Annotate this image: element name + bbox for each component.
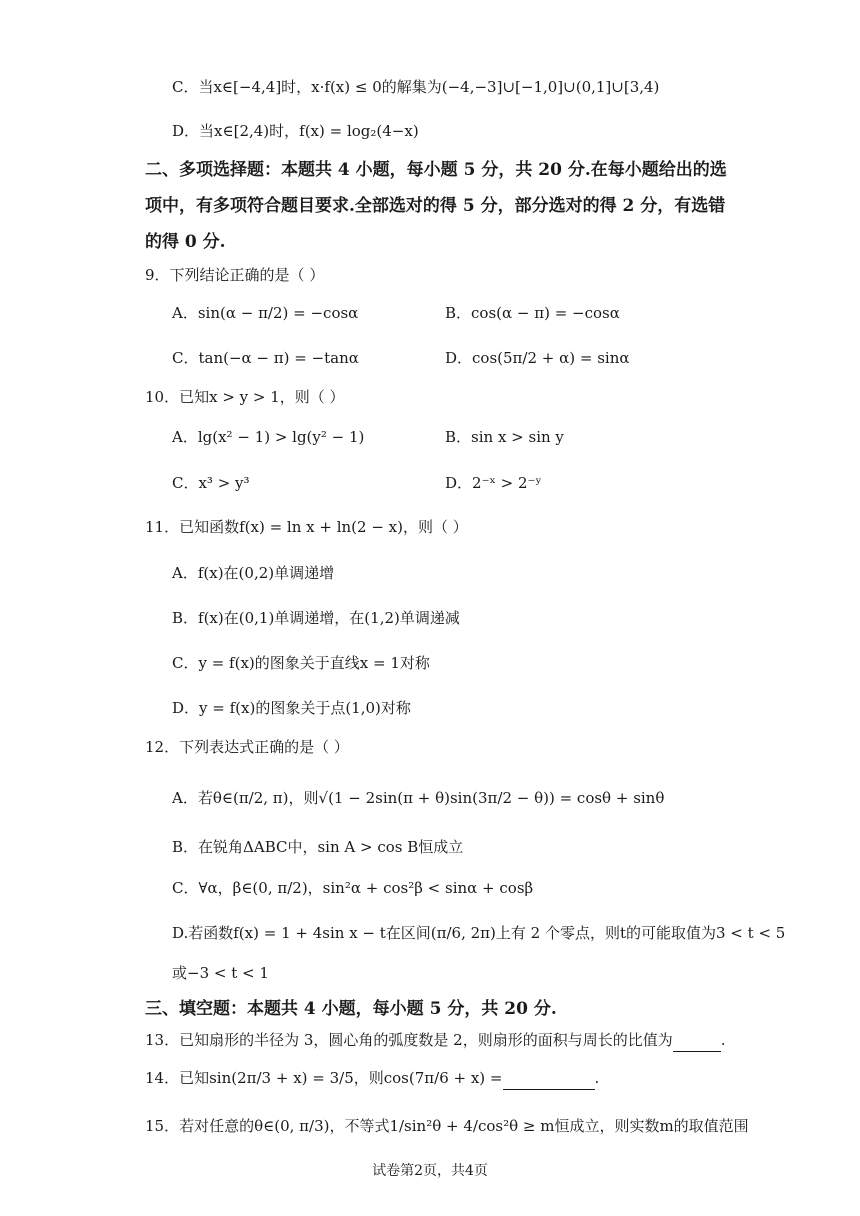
q11-stem: 11．已知函数f(x) = ln x + ln(2 − x)，则（ ） [145,518,468,536]
q13-end: . [720,1031,726,1049]
q12-option-d-line1: D.若函数f(x) = 1 + 4sin x − t在区间(π/6, 2π)上有 2 个零点，则t的可能取值为3 < t < 5 [172,924,786,942]
q15-text: 15．若对任意的θ∈(0, π/3)，不等式1/sin²θ + 4/cos²θ ≥ m恒成立，则实数m的取值范围 [145,1117,749,1135]
q13-stem: 13．已知扇形的半径为 3，圆心角的弧度数是 2，则扇形的面积与周长的比值为 [145,1031,673,1049]
q13-text [145,1029,726,1052]
q9-option-b: B．cos(α − π) = −cosα [445,304,620,322]
q14-answer-blank[interactable] [503,1067,595,1090]
q9-stem: 9．下列结论正确的是（ ） [145,266,325,284]
q8-option-c: C．当x∈[−4,4]时，x·f(x) ≤ 0的解集为(−4,−3]∪[−1,0]∪(0,1]∪[3,4) [172,78,660,96]
q12-option-a: A．若θ∈(π/2, π)，则√(1 − 2sin(π + θ)sin(3π/2 − θ)) = cosθ + sinθ [172,789,665,807]
section2-heading-line1: 二、多项选择题：本题共 4 小题，每小题 5 分，共 20 分.在每小题给出的选 [145,160,727,180]
q9-option-d: D．cos(5π/2 + α) = sinα [445,349,630,367]
q9-option-a: A．sin(α − π/2) = −cosα [172,304,359,322]
q11-option-d: D．y = f(x)的图象关于点(1,0)对称 [172,699,411,717]
q13-answer-blank[interactable] [673,1029,721,1052]
q11-option-b: B．f(x)在(0,1)单调递增，在(1,2)单调递减 [172,609,460,627]
section3-heading: 三、填空题：本题共 4 小题，每小题 5 分，共 20 分. [145,999,557,1019]
q10-option-c: C．x³ > y³ [172,474,250,492]
q10-option-b: B．sin x > sin y [445,428,564,446]
q14-text [145,1067,599,1090]
q14-end: . [594,1069,600,1087]
q11-option-a: A．f(x)在(0,2)单调递增 [172,564,335,582]
section2-heading-line2: 项中，有多项符合题目要求.全部选对的得 5 分，部分选对的得 2 分，有选错 [145,196,726,216]
section2-heading-line3: 的得 0 分. [145,232,226,252]
q12-option-c: C．∀α，β∈(0, π/2)，sin²α + cos²β < sinα + cosβ [172,879,534,897]
q8-option-d: D．当x∈[2,4)时，f(x) = log₂(4−x) [172,122,419,140]
q10-option-a: A．lg(x² − 1) > lg(y² − 1) [172,428,365,446]
q12-option-b: B．在锐角ΔABC中，sin A > cos B恒成立 [172,838,464,856]
q14-stem: 14．已知sin(2π/3 + x) = 3/5，则cos(7π/6 + x) = [145,1069,503,1087]
q12-stem: 12．下列表达式正确的是（ ） [145,738,349,756]
page-footer: 试卷第2页，共4页 [372,1163,488,1179]
q9-option-c: C．tan(−α − π) = −tanα [172,349,359,367]
q10-option-d: D．2⁻ˣ > 2⁻ʸ [445,474,542,492]
q12-option-d-line2: 或−3 < t < 1 [172,964,269,982]
q10-stem: 10．已知x > y > 1，则（ ） [145,388,345,406]
q11-option-c: C．y = f(x)的图象关于直线x = 1对称 [172,654,430,672]
